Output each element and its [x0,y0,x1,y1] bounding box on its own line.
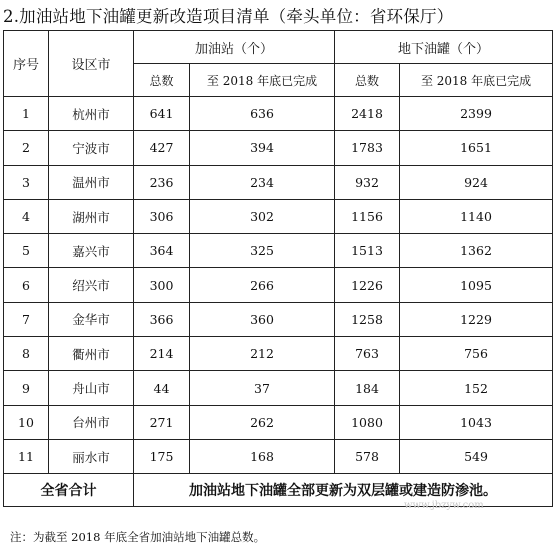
cell-city: 台州市 [49,405,134,439]
table-row [4,268,553,302]
cell-tank-total: 1258 [335,302,400,336]
table-row [4,234,553,268]
summary-text: 加油站地下油罐全部更新为双层罐或建造防渗池。 [134,474,553,507]
header-gas-total: 总数 [134,64,190,97]
table-row [4,302,553,336]
cell-gas-completed: 212 [190,337,335,371]
cell-city: 金华市 [49,302,134,336]
cell-gas-total: 300 [134,268,190,302]
header-city: 设区市 [49,31,134,97]
header-seq: 序号 [4,31,49,97]
summary-label: 全省合计 [4,474,134,507]
header-tank-total: 总数 [335,64,400,97]
cell-seq: 1 [4,97,49,131]
cell-gas-completed: 266 [190,268,335,302]
cell-tank-completed: 1651 [400,131,553,165]
cell-seq: 9 [4,371,49,405]
watermark: www.jbzyw.com [404,500,484,511]
cell-city: 衢州市 [49,337,134,371]
cell-seq: 7 [4,302,49,336]
cell-gas-total: 366 [134,302,190,336]
cell-seq: 10 [4,405,49,439]
cell-gas-completed: 394 [190,131,335,165]
cell-city: 宁波市 [49,131,134,165]
cell-tank-completed: 2399 [400,97,553,131]
cell-gas-total: 364 [134,234,190,268]
cell-tank-completed: 756 [400,337,553,371]
cell-tank-completed: 1095 [400,268,553,302]
header-row-top [4,31,553,64]
cell-tank-total: 763 [335,337,400,371]
cell-seq: 2 [4,131,49,165]
cell-seq: 6 [4,268,49,302]
cell-gas-total: 214 [134,337,190,371]
page-title: 2.加油站地下油罐更新改造项目清单（牵头单位：省环保厅） [3,7,454,26]
table-row [4,439,553,473]
cell-gas-completed: 636 [190,97,335,131]
table-row [4,165,553,199]
cell-seq: 3 [4,165,49,199]
cell-gas-total: 427 [134,131,190,165]
cell-gas-total: 175 [134,439,190,473]
header-underground-tank: 地下油罐（个） [335,31,553,64]
cell-gas-completed: 262 [190,405,335,439]
table-row [4,337,553,371]
cell-tank-total: 1156 [335,199,400,233]
cell-tank-completed: 1140 [400,199,553,233]
cell-tank-total: 184 [335,371,400,405]
cell-tank-total: 1226 [335,268,400,302]
cell-gas-total: 306 [134,199,190,233]
header-gas-station: 加油站（个） [134,31,335,64]
cell-gas-completed: 302 [190,199,335,233]
cell-tank-completed: 924 [400,165,553,199]
cell-tank-completed: 1362 [400,234,553,268]
cell-gas-completed: 37 [190,371,335,405]
cell-city: 温州市 [49,165,134,199]
cell-tank-total: 1080 [335,405,400,439]
cell-gas-total: 44 [134,371,190,405]
cell-tank-total: 578 [335,439,400,473]
cell-tank-total: 932 [335,165,400,199]
table-row [4,371,553,405]
cell-gas-completed: 168 [190,439,335,473]
cell-city: 杭州市 [49,97,134,131]
cell-tank-completed: 1043 [400,405,553,439]
cell-tank-completed: 152 [400,371,553,405]
cell-city: 丽水市 [49,439,134,473]
cell-city: 舟山市 [49,371,134,405]
cell-tank-completed: 1229 [400,302,553,336]
project-list-table [3,30,553,507]
header-gas-completed: 至 2018 年底已完成 [190,64,335,97]
cell-tank-total: 2418 [335,97,400,131]
header-tank-completed: 至 2018 年底已完成 [400,64,553,97]
cell-seq: 8 [4,337,49,371]
cell-gas-completed: 234 [190,165,335,199]
cell-tank-completed: 549 [400,439,553,473]
cell-gas-completed: 360 [190,302,335,336]
footnote: 注：为截至 2018 年底全省加油站地下油罐总数。 [10,530,266,544]
cell-city: 绍兴市 [49,268,134,302]
cell-seq: 11 [4,439,49,473]
cell-gas-total: 271 [134,405,190,439]
cell-gas-total: 641 [134,97,190,131]
table-row [4,97,553,131]
cell-gas-total: 236 [134,165,190,199]
cell-tank-total: 1783 [335,131,400,165]
table-row [4,131,553,165]
table-row [4,199,553,233]
cell-city: 嘉兴市 [49,234,134,268]
cell-seq: 4 [4,199,49,233]
cell-gas-completed: 325 [190,234,335,268]
cell-tank-total: 1513 [335,234,400,268]
cell-seq: 5 [4,234,49,268]
table-row [4,405,553,439]
cell-city: 湖州市 [49,199,134,233]
